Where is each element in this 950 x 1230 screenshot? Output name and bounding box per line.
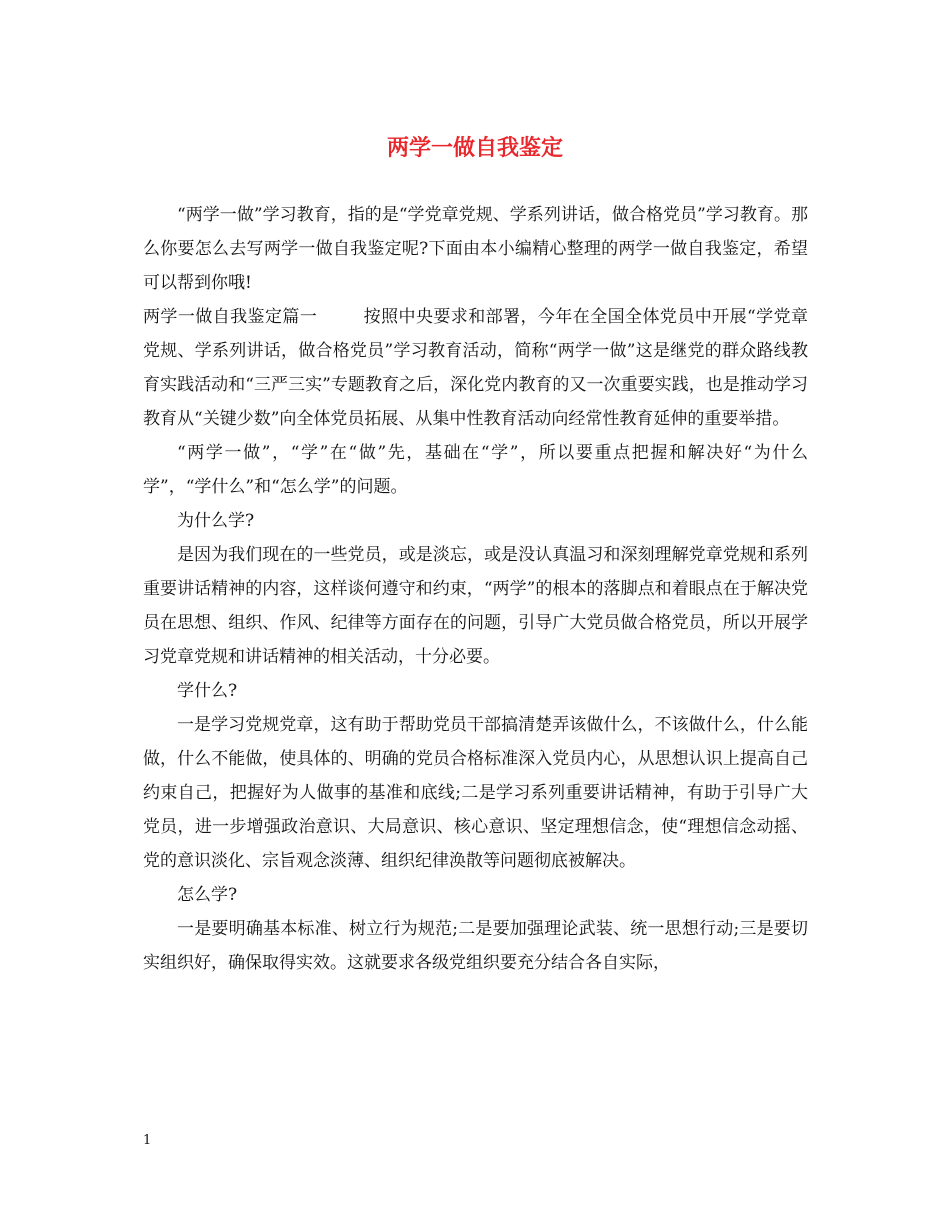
paragraph-why: 是因为我们现在的一些党员，或是淡忘，或是没认真温习和深刻理解党章党规和系列重要讲话精神的内容，这样谈何遵守和约束，“两学”的根本的落脚点和着眼点在于解决党员在思想、组织、作风、纪律等方面存在的问题，引导广大党员做合格党员，所以开展学习党章党规和讲话精神的相关活动，十分必要。: [143, 545, 808, 667]
paragraph-what: 一是学习党规党章，这有助于帮助党员干部搞清楚弄该做什么，不该做什么，什么能做，什么不能做，使具体的、明确的党员合格标准深入党员内心，从思想认识上提高自己约束自己，把握好为人做事的基准和底线;二是学习系列重要讲话精神，有助于引导广大党员，进一步增强政治意识、大局意识、核心意识、坚定理想信念，使“理想信念动摇、党的意识淡化、宗旨观念淡薄、组织纪律涣散等问题彻底被解决。: [143, 715, 808, 871]
body-paragraph-1: “两学一做”，“学”在“做”先，基础在“学”，所以要重点把握和解决好“为什么学”，“学什么”和“怎么学”的问题。: [143, 443, 808, 497]
section-text: 按照中央要求和部署，今年在全国全体党员中开展“学党章党规、学系列讲话，做合格党员”学习教育活动，简称“两学一做”这是继党的群众路线教育实践活动和“三严三实”专题教育之后，深化党内教育的又一次重要实践，也是推动学习教育从“关键少数”向全体党员拓展、从集中性教育活动向经常性教育延伸的重要举措。: [143, 307, 808, 429]
document-body: [143, 198, 808, 980]
page-title: 两学一做自我鉴定: [386, 135, 563, 161]
section-paragraph: [143, 300, 808, 436]
heading-how: 怎么学?: [177, 885, 238, 905]
paragraph-how: 一是要明确基本标准、树立行为规范;二是要加强理论武装、统一思想行动;三是要切实组织好，确保取得实效。这就要求各级党组织要充分结合各自实际，: [143, 919, 808, 973]
heading-what: 学什么?: [177, 681, 238, 701]
intro-paragraph: “两学一做”学习教育，指的是“学党章党规、学系列讲话，做合格党员”学习教育。那么你要怎么去写两学一做自我鉴定呢?下面由本小编精心整理的两学一做自我鉴定，希望可以帮到你哦!: [143, 205, 808, 293]
heading-why: 为什么学?: [177, 511, 255, 531]
section-label: 两学一做自我鉴定篇一: [143, 307, 318, 327]
page-number: 1: [143, 1133, 152, 1148]
